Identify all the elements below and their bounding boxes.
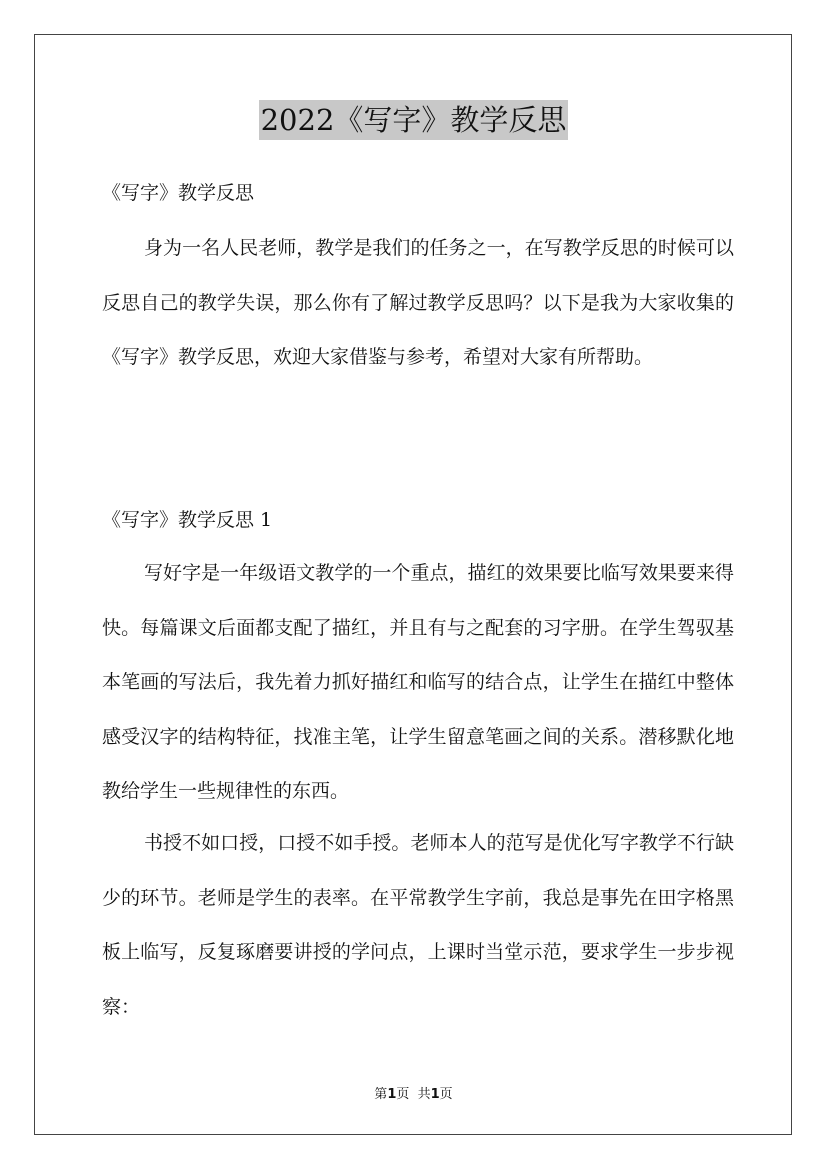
title-container [0,100,827,140]
section-heading-intro: 《写字》教学反思 [102,182,255,204]
footer-prefix: 第 [374,1087,388,1102]
body-paragraph-1: 写好字是一年级语文教学的一个重点，描红的效果要比临写效果要来得快。每篇课文后面都支配了描红，并且有与之配套的习字册。在学生驾驭基本笔画的写法后，我先着力抓好描红和临写的结合点，让学生在描红中整体感受汉字的结构特征，找准主笔，让学生留意笔画之间的关系。潜移默化地教给学生一些规律性的东西。 [102,562,734,802]
footer-suffix: 页 [439,1087,453,1102]
body-paragraph-2: 书授不如口授，口授不如手授。老师本人的范写是优化写字教学不行缺少的环节。老师是学生的表率。在平常教学生字前，我总是事先在田字格黑板上临写，反复琢磨要讲授的学问点，上课时当堂示范，要求学生一步步视察： [102,832,734,1018]
footer-current-page: 1 [387,1087,397,1102]
section-heading-1: 《写字》教学反思 1 [102,509,273,531]
intro-paragraph: 身为一名人民老师，教学是我们的任务之一，在写教学反思的时候可以反思自己的教学失误，那么你有了解过教学反思吗？以下是我为大家收集的《写字》教学反思，欢迎大家借鉴与参考，希望对大家有所帮助。 [102,237,734,368]
footer-total-pages: 1 [430,1087,440,1102]
document-title: 2022《写字》教学反思 [259,100,569,140]
footer-mid: 页 共 [396,1087,431,1102]
page-footer [0,1083,827,1102]
